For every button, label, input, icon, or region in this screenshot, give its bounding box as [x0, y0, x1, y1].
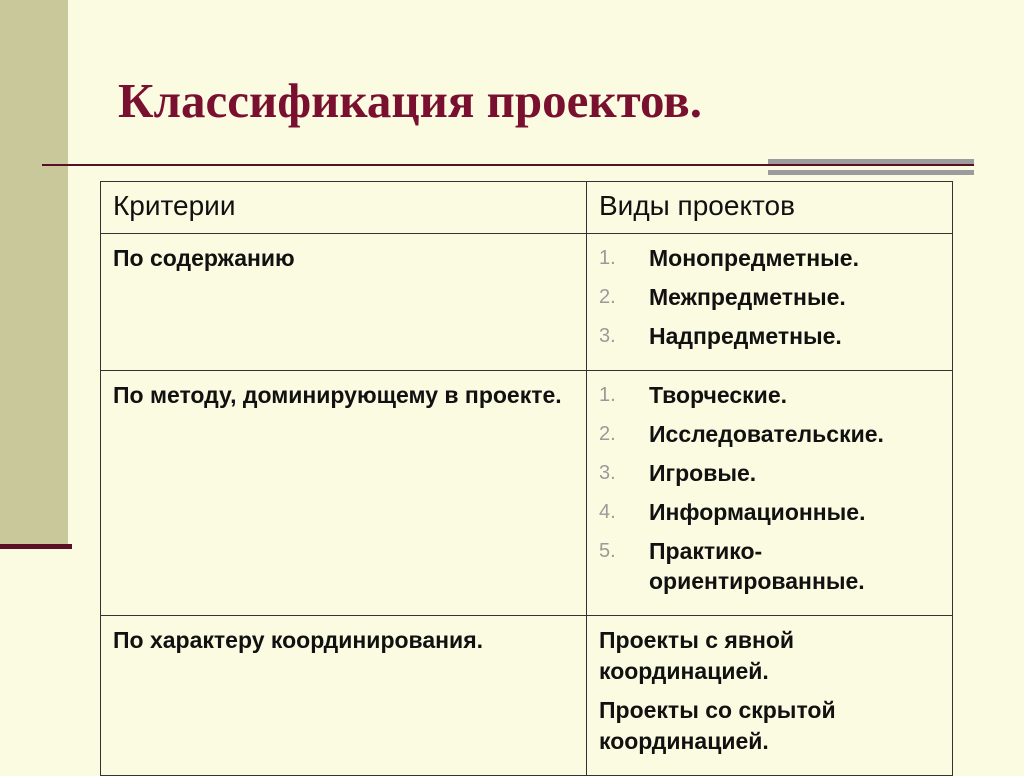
criterion-cell: По содержанию	[101, 234, 587, 371]
decorative-side-bar-accent	[0, 544, 72, 549]
header-project-types: Виды проектов	[587, 182, 953, 234]
kinds-cell	[587, 234, 953, 371]
title-divider	[42, 164, 974, 166]
decorative-gray-rule	[768, 159, 974, 164]
slide-title: Классификация проектов.	[118, 73, 702, 128]
kind-paragraph: Проекты с явной координацией.	[599, 627, 795, 684]
list-item	[599, 419, 942, 449]
kind-label: Монопредметные.	[649, 245, 859, 271]
list-item	[599, 243, 942, 273]
kinds-list	[599, 243, 942, 351]
table-row	[101, 371, 953, 616]
table-row	[101, 616, 953, 776]
list-item	[599, 282, 942, 312]
list-number: 1.	[599, 384, 616, 406]
list-number: 2.	[599, 286, 616, 308]
list-number: 4.	[599, 501, 616, 523]
list-number: 3.	[599, 462, 616, 484]
kinds-cell	[587, 616, 953, 776]
table-row	[101, 234, 953, 371]
criterion-cell: По методу, доминирующему в проекте.	[101, 371, 587, 616]
list-item	[599, 321, 942, 351]
list-number: 2.	[599, 423, 616, 445]
table-header-row	[101, 182, 953, 234]
kind-label: Игровые.	[649, 460, 757, 486]
list-number: 1.	[599, 247, 616, 269]
list-item	[599, 380, 942, 410]
kind-label: Надпредметные.	[649, 323, 842, 349]
kind-label: Межпредметные.	[649, 284, 846, 310]
kind-paragraph: Проекты со скрытой координацией.	[599, 697, 836, 754]
kind-label: Творческие.	[649, 382, 787, 408]
header-criteria: Критерии	[101, 182, 587, 234]
criterion-cell: По характеру координирования.	[101, 616, 587, 776]
kinds-list	[599, 380, 942, 596]
list-number: 3.	[599, 325, 616, 347]
kinds-cell	[587, 371, 953, 616]
kind-label: Исследовательские.	[649, 421, 884, 447]
list-item	[599, 497, 942, 527]
list-number: 5.	[599, 540, 616, 562]
list-item	[599, 536, 942, 596]
kind-label: Практико-ориентированные.	[649, 538, 865, 594]
decorative-gray-rule	[768, 170, 974, 175]
kind-label: Информационные.	[649, 499, 866, 525]
list-item	[599, 458, 942, 488]
classification-table	[100, 181, 953, 776]
decorative-side-bar	[0, 0, 68, 545]
